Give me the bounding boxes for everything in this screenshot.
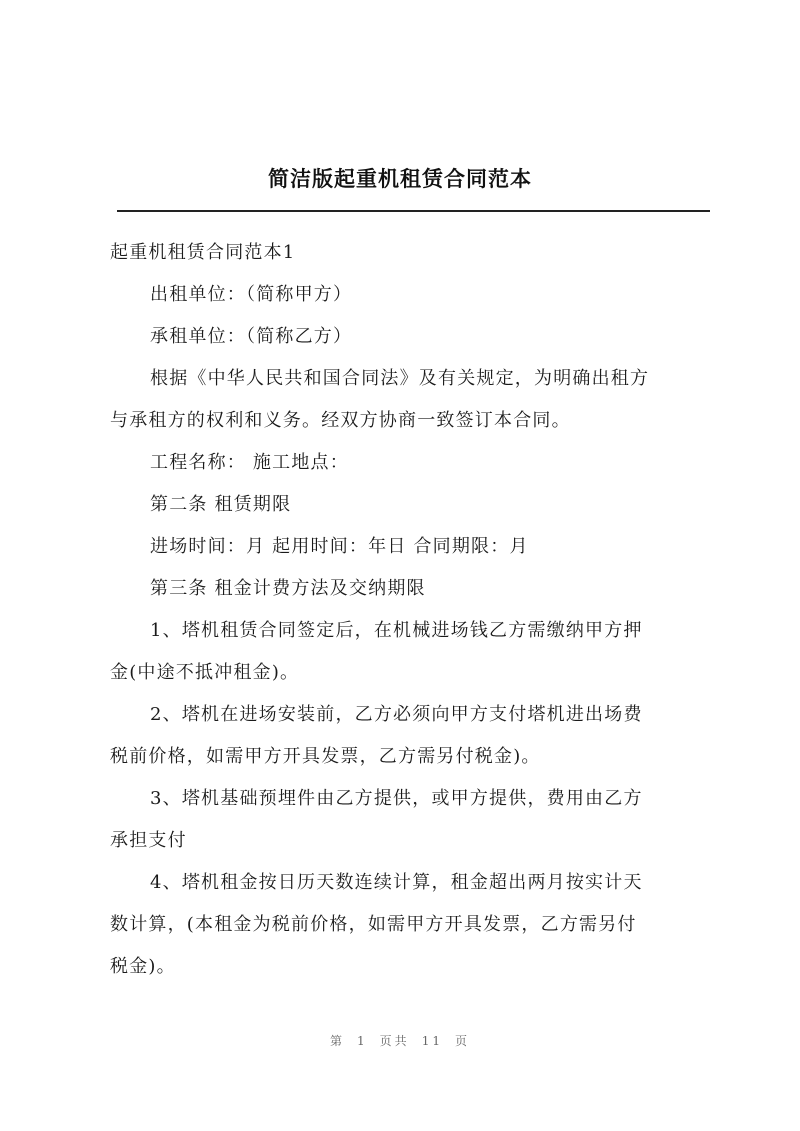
clause-3 [110,778,702,862]
paragraph-lessor [110,274,702,316]
paragraph-line: 税金)。 [110,956,176,977]
page-number-current: 1 [357,1034,368,1048]
paragraph-lessee [110,316,702,358]
document-body [110,232,702,988]
page-title: 简洁版起重机租赁合同范本 [268,167,532,191]
paragraph-preamble [110,358,702,442]
title-divider [117,210,710,212]
clause-1 [110,610,702,694]
paragraph-line: 3、塔机基础预埋件由乙方提供，或甲方提供，费用由乙方 [150,788,643,809]
paragraph-line: 出租单位：（简称甲方） [150,284,353,305]
paragraph-line: 进场时间：月 起用时间：年日 合同期限：月 [150,536,529,557]
paragraph-line: 承租单位：（简称乙方） [150,326,353,347]
paragraph-line: 4、塔机租金按日历天数连续计算，租金超出两月按实计天 [150,872,643,893]
paragraph-line: 2、塔机在进场安装前，乙方必须向甲方支付塔机进出场费 [150,704,643,725]
paragraph-line: 与承租方的权利和义务。经双方协商一致签订本合同。 [110,410,571,431]
section-heading: 起重机租赁合同范本1 [110,242,296,263]
clause-4 [110,862,702,988]
page-label-suffix: 页 [454,1034,470,1048]
paragraph-line: 承担支付 [110,830,187,851]
page-label-prefix: 第 [330,1034,346,1048]
paragraph-project [110,442,702,484]
paragraph-line: 1、塔机租赁合同签定后，在机械进场钱乙方需缴纳甲方押 [150,620,643,641]
article-3-heading [110,568,702,610]
page-number-total: 11 [421,1034,443,1048]
paragraph-line: 第二条 租赁期限 [150,494,292,515]
paragraph-line: 税前价格，如需甲方开具发票，乙方需另付税金)。 [110,746,541,767]
paragraph-line: 数计算，(本租金为税前价格，如需甲方开具发票，乙方需另付 [110,914,637,935]
paragraph-schedule [110,526,702,568]
paragraph-line: 工程名称： 施工地点： [150,452,349,473]
page-footer [0,1032,800,1049]
article-2-heading [110,484,702,526]
page-label-mid: 页共 [379,1034,410,1048]
clause-2 [110,694,702,778]
paragraph-line: 根据《中华人民共和国合同法》及有关规定，为明确出租方 [150,368,650,389]
paragraph-line: 金(中途不抵冲租金)。 [110,662,300,683]
paragraph-line: 第三条 租金计费方法及交纳期限 [150,578,426,599]
